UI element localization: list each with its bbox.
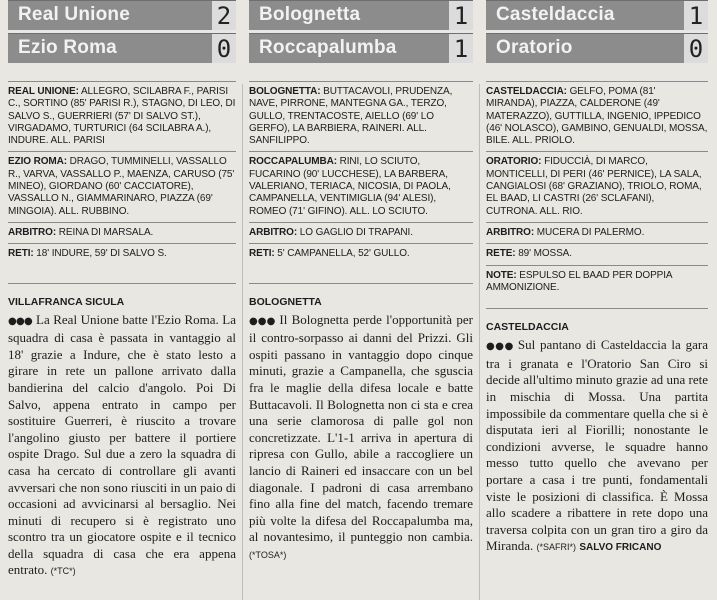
away-lineup: ROCCAPALUMBA: RINI, LO SCIUTO, FUCARINO (90' LUCCHESE), LA BARBERA, VALERIANO, TERIACA, NICOSIA, DI PAOLA, CAMPANELLA, VENTIMIGLIA (94' ALESI), ROMEO (71' GIFINO). ALL. LO SCIUTO.	[249, 156, 451, 217]
score-bar	[249, 33, 473, 63]
home-team-name: Real Unione	[18, 4, 130, 25]
home-team-name: Casteldaccia	[496, 4, 615, 25]
article-signature: (*TC*)	[50, 566, 76, 577]
goals-scored: RETI: 18' INDURE, 59' DI SALVO S.	[8, 248, 167, 260]
score-bar	[8, 33, 236, 63]
article-author: SALVO FRICANO	[579, 542, 662, 554]
divider	[249, 151, 473, 152]
divider	[486, 265, 708, 266]
home-team-goals: 1	[684, 1, 708, 30]
article-location: CASTELDACCIA	[486, 321, 569, 334]
home-team-goals: 1	[449, 1, 473, 30]
divider	[486, 222, 708, 223]
match-notes: NOTE: ESPULSO EL BAAD PER DOPPIA AMMONIZIONE.	[486, 269, 672, 293]
away-team-goals: 0	[684, 34, 708, 63]
match-column	[249, 0, 473, 563]
referee: ARBITRO: REINA DI MARSALA.	[8, 226, 154, 238]
divider	[8, 243, 236, 244]
home-team-goals: 2	[212, 1, 236, 30]
match-column	[8, 0, 236, 580]
away-team-goals: 1	[449, 34, 473, 63]
article-body: ●●● Il Bolognetta perde l'opportunità per il contro-sorpasso ai danni del Prizzi. Gli ospiti passano in vantaggio dopo cinque minuti, grazie a Campanella, che sguscia fra le maglie della difesa locale e batte Buttacavoli. Il Bolognetta non ci sta e crea una serie clamorosa di palle gol non concretizzate. L'1-1 arriva in apertura di ripresa con Gullo, abile a raccogliere un lancio di Raineri ed insaccare con un bel diagonale. I padroni di casa arrembano fino alla fine del match, facendo tremare più volte la difesa del Roccapalumba ma, al novantesimo, il punteggio non cambia. (*TOSA*)	[249, 311, 473, 560]
bullet-icon: ●●●	[8, 315, 32, 327]
away-team-name: Roccapalumba	[259, 37, 397, 58]
goals-scored: RETI: 5' CAMPANELLA, 52' GULLO.	[249, 248, 410, 260]
divider	[249, 283, 473, 296]
divider	[249, 81, 473, 82]
divider	[249, 222, 473, 223]
referee: ARBITRO: MUCERA DI PALERMO.	[486, 226, 645, 238]
score-bar	[249, 0, 473, 30]
bullet-icon: ●●●	[486, 341, 514, 353]
divider	[8, 222, 236, 223]
home-team-name: Bolognetta	[259, 4, 361, 25]
away-lineup: EZIO ROMA: DRAGO, TUMMINELLI, VASSALLO R., VARVA, VASSALLO P., MAENZA, CARUSO (75' MINEO), GIORDANO (60' CACCIATORE), VASSALLO N., GIAMMARINARO, PIAZZA (69' MINGOIA). ALL. RUBBINO.	[8, 156, 235, 217]
article-signature: (*TOSA*)	[249, 549, 287, 560]
score-bar	[486, 0, 708, 30]
divider	[8, 283, 236, 296]
column-divider	[242, 84, 243, 600]
home-lineup: BOLOGNETTA: BUTTACAVOLI, PRUDENZA, NAVE, PIRRONE, MANTEGNA GA., TERZO, GULLO, TRENTACOSTE, AIELLO (69' LO GERFO), LA BARBIERA, RAINERI. ALL. SANFILIPPO.	[249, 86, 453, 147]
away-lineup: ORATORIO: FIDUCCIÀ, DI MARCO, MONTICELLI, DI PERI (46' PERNICE), LA SALA, CANGIALOSI (68' GRAZIANO), TRIOLO, ROMA, EL BAAD, LI CASTRI (26' SCLAFANI), CUTRONA. ALL. RIO.	[486, 156, 702, 217]
article-body: ●●● La Real Unione batte l'Ezio Roma. La squadra di casa è passata in vantaggio al 18' grazie a Indure, che è stato lesto a girare in rete un pallone arrivato dalla bandierina del calcio d'angolo. Poi Di Salvo, appena entrato in campo per sostituire Guerreri, è riuscito a trovare l'angolino giusto per battere il portiere ospite Drago. Sul due a zero la squadra di casa ha cercato di controllare gli avanti avversari che non sono riusciti in un paio di occasioni ad avvicinarsi al bersaglio. Nei minuti di recupero si è registrato uno scontro tra un giocatore ospite e il tecnico della squadra di casa che era appena entrato. (*TC*)	[8, 311, 236, 578]
divider	[486, 151, 708, 152]
match-column	[486, 0, 708, 557]
home-lineup: CASTELDACCIA: GELFO, POMA (81' MIRANDA), PIAZZA, CALDERONE (49' MATERAZZO), GUTTILLA, INGENIO, IPPEDICO (46' NOLASCO), GAMBINO, GENUALDI, MOSSA, BILE. ALL. PRIOLO.	[486, 86, 708, 147]
home-lineup: REAL UNIONE: ALLEGRO, SCILABRA F., PARISI C., SORTINO (85' PARISI R.), STAGNO, DI LEO, DI SALVO S., GUERRIERI (57' DI SALVO ST.), VIRGADAMO, TURTURICI (64 SCILABRA A.), INDURE. ALL. PARISI	[8, 86, 236, 147]
article-signature: (*SAFRI*)	[536, 542, 577, 553]
away-team-goals: 0	[212, 34, 236, 63]
article-location: BOLOGNETTA	[249, 295, 322, 308]
bullet-icon: ●●●	[249, 315, 276, 327]
score-bar	[8, 0, 236, 30]
article-body: ●●● Sul pantano di Casteldaccia la gara tra i granata e l'Oratorio San Ciro si decide all'ultimo minuto grazie ad una rete in mischia di Mossa. Una partita impossibile da commentare quella che si è disputata ieri al Fiorilli; nonostante le condizioni avverse, le squadre hanno messo tutto quello che avevano per portare a casa i tre punti, fondamentali viste le posizioni di classifica. È Mossa allo scadere a ribattere in rete dopo una traversa colpita con un gran tiro a giro da Miranda. (*SAFRI*) SALVO FRICANO	[486, 337, 708, 554]
article-location: VILLAFRANCA SICULA	[8, 295, 125, 308]
divider	[486, 243, 708, 244]
divider	[486, 308, 708, 321]
column-divider	[479, 84, 480, 600]
away-team-name: Ezio Roma	[18, 37, 117, 58]
referee: ARBITRO: LO GAGLIO DI TRAPANI.	[249, 226, 413, 238]
divider	[8, 151, 236, 152]
score-bar	[486, 33, 708, 63]
divider	[249, 243, 473, 244]
away-team-name: Oratorio	[496, 37, 573, 58]
divider	[8, 81, 236, 82]
divider	[486, 81, 708, 82]
goals-scored: RETE: 89' MOSSA.	[486, 248, 572, 260]
